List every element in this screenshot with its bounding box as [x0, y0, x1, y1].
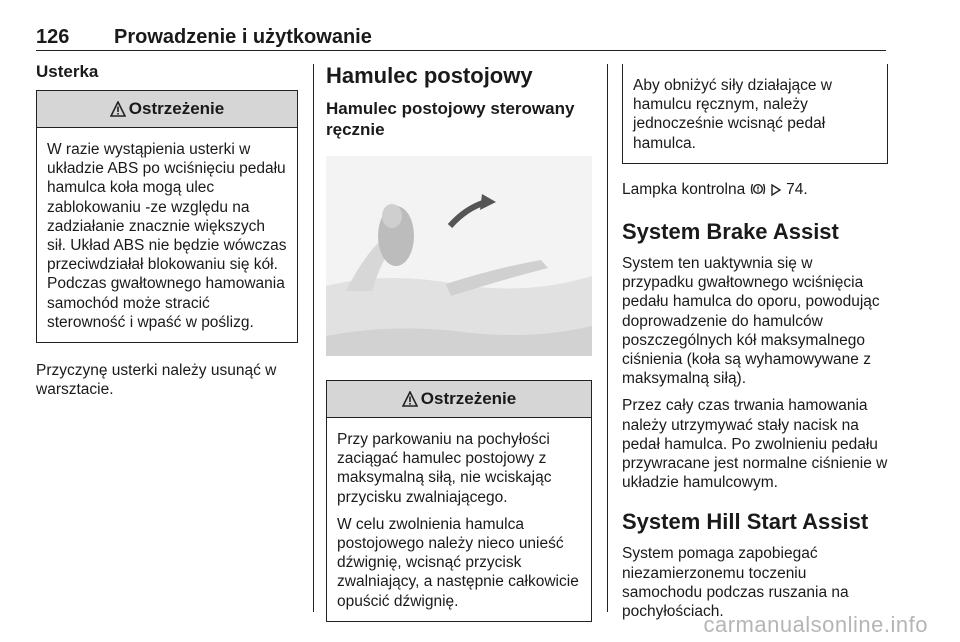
- paragraph-sba-1: System ten uaktywnia się w przypadku gwałtownego wciśnięcia pedału hamulca do oporu, powodując doprowadzenie do hamulców poszczególnych kół maksymalnego ciśnienia (koła są wyhamowywane z maksymalną siłą).: [622, 255, 880, 388]
- section-title-usterka: Usterka: [36, 62, 99, 81]
- parking-brake-illustration: [326, 156, 592, 356]
- page-number: 126: [36, 26, 70, 48]
- paragraph-sba-2: Przez cały czas trwania hamowania należy utrzymywać stały nacisk na pedał hamulca. Po zwolnieniu pedału przywracane jest normalne ciśnienie w układzie hamulcowym.: [622, 397, 888, 492]
- paragraph-workshop: Przyczynę usterki należy usunąć w warsztacie.: [36, 362, 277, 399]
- warning-text: Aby obniżyć siły działające w hamulcu ręcznym, należy jednocześnie wcisnąć pedał hamulca.: [633, 77, 833, 152]
- warning-text: W razie wystąpienia usterki w układzie ABS po wciśnięciu pedału hamulca koła mogą ulec zablokowaniu -ze względu na zadziałanie znacznie większych sił. Układ ABS nie będzie wówczas przeciwdziałał blokowaniu się kół. Podczas gwałtownego hamowania samochód może stracić sterowność i wpaść w poślizg.: [47, 141, 287, 331]
- page-header: [36, 26, 886, 51]
- section-title-hsa: System Hill Start Assist: [622, 509, 869, 535]
- warning-title: Ostrzeżenie: [128, 99, 225, 118]
- warning-box-parking: [326, 380, 592, 622]
- column-divider: [313, 64, 314, 612]
- warning-text: Przy parkowaniu na pochyłości zaciągać hamulec postojowy z maksymalną siłą, nie wciskając przycisku zwalniającego.: [337, 431, 552, 506]
- warning-box-abs: [36, 90, 298, 343]
- column-divider: [607, 64, 608, 612]
- subsection-title-manual-brake: Hamulec postojowy sterowany ręcznie: [326, 99, 575, 139]
- column-left: [36, 62, 298, 407]
- warning-header: [37, 91, 297, 128]
- warning-title: Ostrzeżenie: [420, 389, 517, 408]
- page-reference-arrow-icon: [770, 183, 782, 202]
- warning-triangle-icon: [110, 94, 126, 130]
- warning-triangle-icon: [402, 384, 418, 420]
- lamp-reference: [622, 180, 888, 202]
- warning-header: [327, 381, 591, 418]
- section-title-parking-brake: Hamulec postojowy: [326, 63, 533, 88]
- warning-text: W celu zwolnienia hamulca postojowego należy nieco unieść dźwignię, wcisnąć przycisk zwalniający, a następnie całkowicie opuścić dźwignię.: [337, 515, 579, 610]
- paragraph-hsa-1: System pomaga zapobiegać niezamierzonemu toczeniu samochodu podczas ruszania na pochyłościach.: [622, 545, 849, 621]
- page-heading: Prowadzenie i użytkowanie: [114, 26, 372, 48]
- warning-body: [327, 418, 591, 621]
- brake-warning-lamp-icon: [750, 181, 766, 202]
- lamp-page-ref: 74.: [786, 180, 808, 198]
- continued-warning-box: [622, 64, 888, 164]
- column-right: [622, 64, 888, 629]
- section-title-sba: System Brake Assist: [622, 219, 839, 245]
- watermark: carmanualsonline.info: [703, 612, 928, 637]
- column-middle: [326, 62, 592, 622]
- warning-body: [37, 128, 297, 342]
- lamp-label: Lampka kontrolna: [622, 180, 746, 198]
